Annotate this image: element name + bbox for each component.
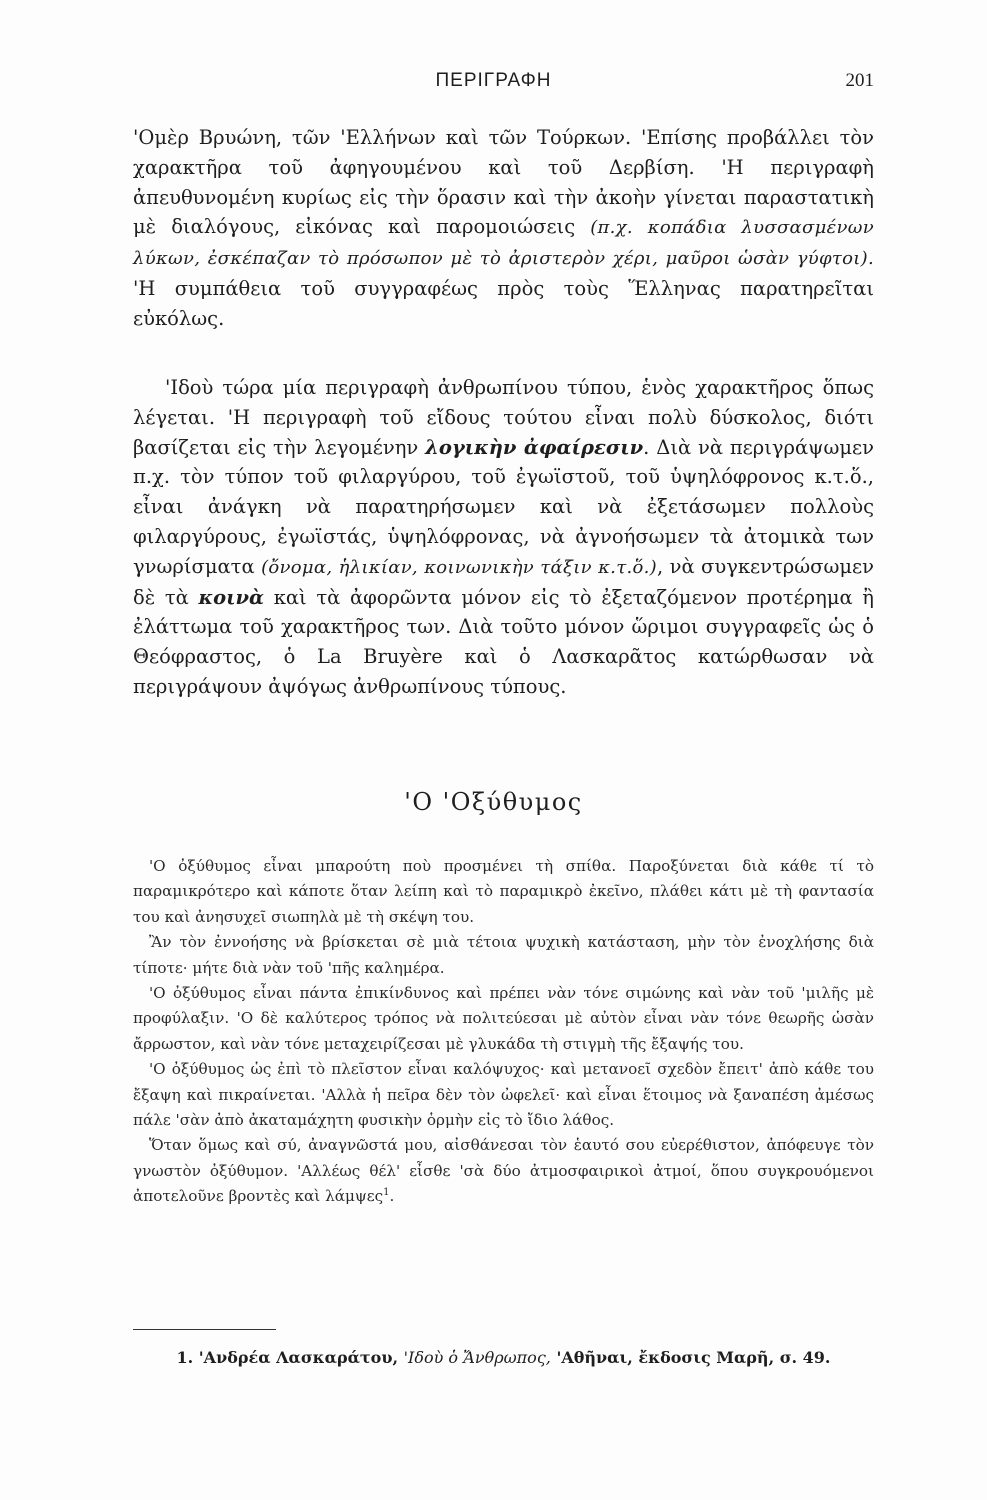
quote-paragraph: 'Ο ὀξύθυμος ὡς ἐπὶ τὸ πλεῖστον εἶναι καλόψυχος· καὶ μετανοεῖ σχεδὸν ἔπειτ' ἀπὸ κάθε του ἔξαψη καὶ πικραίνεται. 'Αλλὰ ἡ πεῖρα δὲν τὸν ὠφελεῖ· καὶ εἶναι ἕτοιμος νὰ ξαναπέση ἀμέσως πάλε 'σὰν ἀπὸ ἀκαταμάχητη φυσικὴν ὁρμὴν εἰς τὸ ἴδιο λάθος. [133, 1060, 874, 1130]
section-title: 'Ο 'Οξύθυμος [404, 788, 583, 816]
italic-examples: (ὄνομα, ἡλικίαν, κοινωνικὴν τάξιν κ.τ.ὅ.) [261, 556, 657, 578]
running-head [0, 70, 987, 100]
quote-text-end: . [389, 1187, 395, 1206]
footnote-author: 'Ανδρέα Λασκαράτου, [198, 1348, 399, 1367]
footnote-marker: 1 [383, 1187, 390, 1199]
quote-paragraph: 'Ο ὀξύθυμος εἶναι πάντα ἐπικίνδυνος καὶ πρέπει νὰν τόνε σιμώνης καὶ νὰν τοῦ 'μιλῆς μὲ προφύλαξιν. 'Ο δὲ καλύτερος τρόπος νὰ πολιτεύεσαι μὲ αὐτὸν εἶναι νὰν τόνε θεωρῆς ὡσὰν ἄρρωστον, καὶ νὰν τόνε μεταχειρίζεσαι μὲ γλυκάδα τὴ στιγμὴ τῆς ἔξαψής του. [133, 984, 874, 1053]
quote-paragraph [133, 1133, 874, 1209]
quote-paragraph: 'Ο ὀξύθυμος εἶναι μπαρούτη ποὺ προσμένει τὴ σπίθα. Παροξύνεται διὰ κάθε τί τὸ παραμικρότερο καὶ κάποτε ὅταν λείπη καὶ τὸ παραμικρὸ ἐκεῖνο, πλάθει κάτι μὲ τὴ φαντασία του καὶ ἀνησυχεῖ σιωπηλὰ μὲ τὴ σκέψη του. [133, 857, 874, 926]
body-text: 'Ομὲρ Βρυώνη, τῶν 'Ελλήνων καὶ τῶν Τούρκων. 'Επίσης προβάλλει τὸν χαρακτῆρα τοῦ ἀφηγουμένου καὶ τοῦ Δερβίση. 'Η περιγραφὴ ἀπευθυνομένη κυρίως εἰς τὴν ὅρασιν καὶ τὴν ἀκοὴν γίνεται παραστατικὴ μὲ διαλόγους, εἰκόνας καὶ παρομοιώσεις [133, 126, 874, 239]
body-paragraph-1 [133, 123, 874, 334]
running-title: ΠΕΡΙΓΡΑΦΗ [435, 70, 552, 91]
body-text: 'Η συμπάθεια τοῦ συγγραφέως πρὸς τοὺς Ἕλληνας παρατηρεῖται εὐκόλως. [133, 276, 874, 330]
footnote-title: 'Ιδοὺ ὁ Ἄνθρωπος, [403, 1348, 551, 1367]
emphasis-term: κοινὰ [198, 585, 265, 609]
body-text: . Διὰ νὰ περιγράψωμεν π.χ. τὸν τύπον τοῦ φιλαργύρου, τοῦ ἐγωϊστοῦ, τοῦ ὑψηλόφρονος κ.τ.ὅ., εἶναι ἀνάγκη νὰ παρατηρήσωμεν καὶ νὰ ἐξετάσωμεν πολλοὺς φιλαργύρους, ἐγωϊστάς, ὑψηλόφρονας, νὰ ἀγνοήσωμεν τὰ ἀτομικὰ των γνωρίσματα [133, 435, 875, 578]
quote-paragraph: Ἂν τὸν ἐννοήσης νὰ βρίσκεται σὲ μιὰ τέτοια ψυχικὴ κατάσταση, μὴν τὸν ἐνοχλήσης διὰ τίποτε· μήτε διὰ νὰν τοῦ 'πῆς καλημέρα. [133, 933, 874, 977]
emphasis-term: λογικὴν ἀφαίρεσιν [425, 435, 644, 459]
body-text: 'Ιδοὺ τώρα μία περιγραφὴ ἀνθρωπίνου τύπου, ἑνὸς χαρακτῆρος ὅπως λέγεται. 'Η περιγραφὴ τοῦ εἴδους τούτου εἶναι πολὺ δύσκολος, διότι βασίζεται εἰς τὴν λεγομένην [133, 376, 874, 459]
page-number: 201 [845, 70, 874, 91]
footnote-publication: 'Αθῆναι, ἔκδοσις Μαρῆ, σ. 49. [556, 1348, 831, 1367]
body-paragraph-2 [133, 373, 874, 702]
body-text: , νὰ συγκεντρώσωμεν δὲ τὰ [133, 554, 874, 609]
footnote-divider [133, 1329, 276, 1330]
footnote-number: 1. [176, 1348, 194, 1367]
quote-text: Ὅταν ὅμως καὶ σύ, ἀναγνῶστά μου, αἰσθάνεσαι τὸν ἑαυτό σου εὐερέθιστον, ἀπόφευγε τὸν γνωστὸν ὀξύθυμον. 'Αλλέως θέλ' εἶσθε 'σὰ δύο ἀτμοσφαιρικοὶ ἀτμοί, ὅπου συγκρουόμενοι ἀποτελοῦνε βροντὲς καὶ λάμψες [133, 1136, 874, 1206]
italic-examples: (π.χ. κοπάδια λυσσασμένων λύκων, ἐσκέπαζαν τὸ πρόσωπον μὲ τὸ ἀριστερὸν χέρι, μαῦροι ὡσὰν γύφτοι). [133, 217, 875, 270]
quoted-excerpt [133, 854, 874, 1210]
body-text: καὶ τὰ ἀφορῶντα μόνον εἰς τὸ ἐξεταζόμενον προτέρημα ἢ ἐλάττωμα τοῦ χαρακτῆρος των. Διὰ τοῦτο μόνον ὥριμοι συγγραφεῖς ὡς ὁ Θεόφραστος, ὁ La Bruyère καὶ ὁ Λασκαρᾶτος κατώρθωσαν νὰ περιγράψουν ἀψόγως ἀνθρωπίνους τύπους. [133, 585, 874, 698]
footnote [133, 1348, 874, 1367]
